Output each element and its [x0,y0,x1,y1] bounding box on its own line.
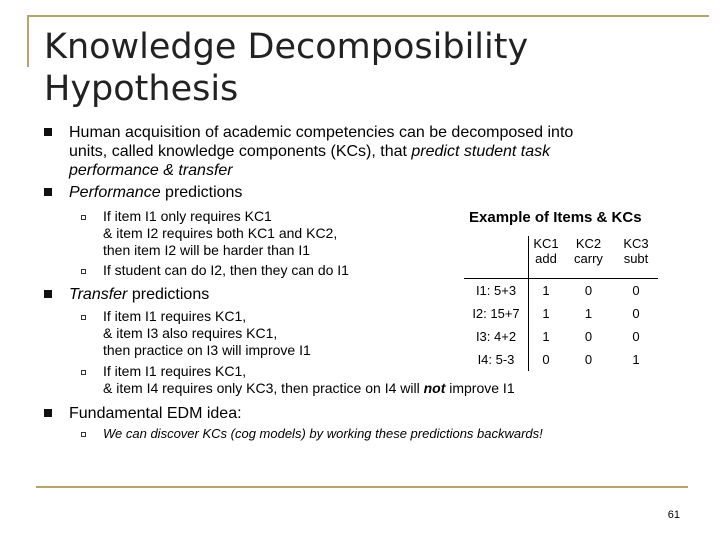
kc-table-title: Example of Items & KCs [469,209,642,226]
sub-bullet-text: We can discover KCs (cog models) by working these predictions backwards! [103,426,543,441]
bullet-text-rest: predictions [160,184,243,201]
kc-header-kc2 [563,236,614,279]
title-frame-left-rule [27,15,29,67]
table-cell: 0 [632,328,640,344]
table-cell: 0 [614,279,658,302]
kc-header-name: KC2 [575,236,602,251]
bullet-text: Fundamental EDM idea: [69,405,242,422]
bullet-line-emphasis: performance & transfer [69,162,233,179]
sub-bullet-line: & item I2 requires both KC1 and KC2, [103,225,338,241]
sub-bullet-text [103,208,337,259]
table-cell: 0 [632,305,640,321]
kc-table-header-row [464,236,658,279]
table-cell: 0 [563,279,614,302]
item-label: I2: 15+7 [472,305,520,321]
table-cell: 0 [529,348,564,371]
kc-header-kc1 [529,236,564,279]
table-cell: 0 [584,328,593,344]
sub-bullet-line: If item I1 only requires KC1 [103,208,272,224]
table-cell: 1 [529,325,564,348]
bullet-line-emphasis: predict student task [411,143,551,160]
bullet-text [69,123,573,180]
sub-bullet-line: then practice on I3 will improve I1 [103,342,311,358]
sub-bullet-line: If item I1 requires KC1, [103,363,247,379]
square-bullet-icon [44,128,52,136]
kc-header-skill: carry [574,251,603,266]
table-cell: 1 [529,279,564,302]
bullet-line-text: units, called knowledge components (KCs), that [69,143,412,160]
bullet-emphasis: Transfer [69,286,128,303]
bullet-line: Human acquisition of academic competencies can be decomposed into [69,124,574,141]
footer-rule [36,486,688,488]
table-row [464,348,658,371]
sub-bullet-text [103,308,311,359]
hollow-square-bullet-icon [81,432,86,437]
table-cell: 0 [584,351,593,367]
sub-bullet-line: & item I3 also requires KC1, [103,325,278,341]
sub-bullet-text [103,363,515,397]
sub-bullet-line-text: improve I1 [445,380,515,396]
page-number: 61 [667,509,680,521]
slide-title: Knowledge Decomposibility Hypothesis [44,27,529,109]
kc-header-name: KC3 [623,236,649,251]
bullet-text [69,183,242,202]
kc-table [464,236,658,371]
hollow-square-bullet-icon [81,269,86,274]
bullet-text-rest: predictions [127,286,210,303]
square-bullet-icon [44,290,52,298]
item-label: I4: 5-3 [477,351,515,367]
hollow-square-bullet-icon [81,315,86,320]
table-cell: 1 [584,305,593,321]
kc-header-kc3 [614,236,658,279]
table-row [464,279,658,302]
kc-table-corner [464,236,529,279]
bullet-line [69,142,573,161]
hollow-square-bullet-icon [81,215,86,220]
sub-bullet-line: If item I1 requires KC1, [103,308,247,324]
kc-header-skill: subt [623,251,649,266]
kc-header-name: KC1 [533,236,559,251]
sub-bullet-line-text: & item I4 requires only KC3, then practice on I4 will [103,380,424,396]
bullet-emphasis: Performance [69,184,161,201]
bullet-text [69,285,209,304]
sub-bullet-text: If student can do I2, then they can do I1 [103,262,349,278]
sub-bullet-line [103,380,515,397]
item-label: I1: 5+3 [464,279,529,302]
table-row [464,325,658,348]
table-row [464,302,658,325]
square-bullet-icon [44,188,52,196]
item-label: I3: 4+2 [475,328,517,344]
hollow-square-bullet-icon [81,370,86,375]
square-bullet-icon [44,409,52,417]
sub-bullet-line: then item I2 will be harder than I1 [103,242,311,258]
kc-header-skill: add [535,251,557,266]
not-emphasis: not [423,380,446,396]
title-frame-top-rule [27,15,709,17]
table-cell: 1 [529,302,564,325]
table-cell: 1 [632,351,640,367]
